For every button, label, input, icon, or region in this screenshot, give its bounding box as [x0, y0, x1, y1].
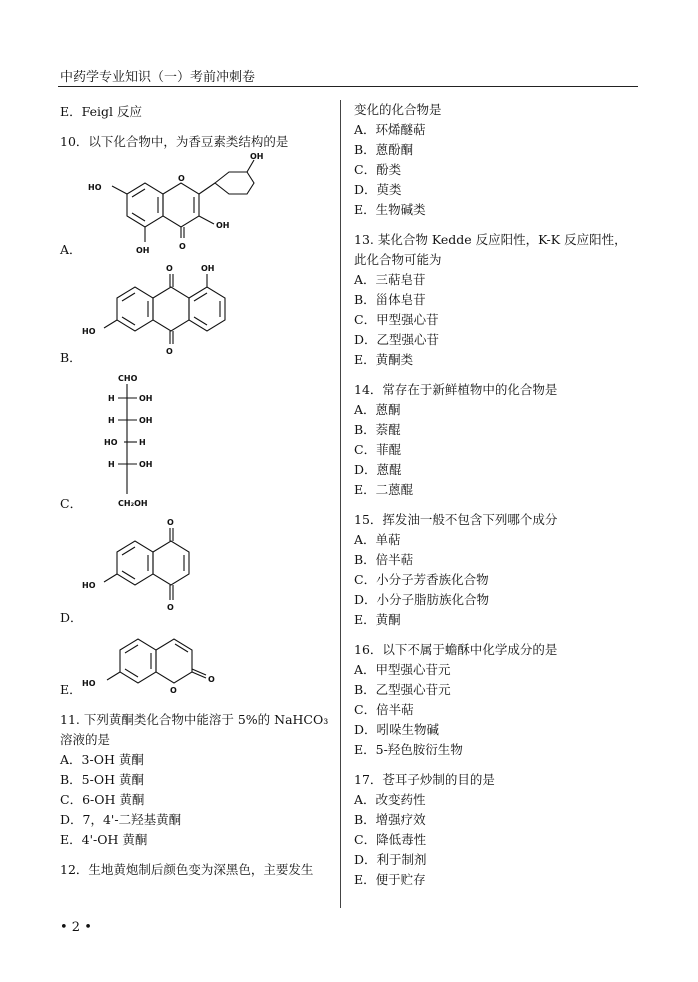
b-o-bottom: O [166, 347, 173, 356]
q10-option-c[interactable] [60, 370, 330, 512]
a-oh-right: OH [216, 221, 230, 230]
q14-option-e[interactable]: E．二蒽醌 [354, 482, 414, 497]
q13-option-a[interactable]: A．三萜皂苷 [354, 272, 426, 287]
b-oh-top: OH [201, 264, 215, 273]
q15-option-c[interactable]: C．小分子芳香族化合物 [354, 572, 489, 587]
q11-option-c[interactable]: C．6-OH 黄酮 [60, 792, 145, 807]
q11-stem-line2: 溶液的是 [60, 732, 111, 747]
prev-option-e: E．Feigl 反应 [60, 104, 142, 119]
b-oh-left: HO [82, 327, 96, 336]
q17-option-c[interactable]: C．降低毒性 [354, 832, 427, 847]
anthraquinone-structure [82, 262, 282, 366]
q16-option-d[interactable]: D．吲哚生物碱 [354, 722, 440, 737]
q14-option-c[interactable]: C．菲醌 [354, 442, 402, 457]
q15-option-b[interactable]: B．倍半萜 [354, 552, 414, 567]
d-oh-left: HO [82, 581, 96, 590]
q14-option-a[interactable]: A．蒽酮 [354, 402, 401, 417]
q14-stem: 14．常存在于新鲜植物中的化合物是 [354, 382, 558, 397]
q14-option-d[interactable]: D．蒽醌 [354, 462, 402, 477]
q15-stem: 15．挥发油一般不包含下列哪个成分 [354, 512, 558, 527]
fischer-projection-structure [82, 370, 282, 512]
e-o-keto: O [208, 675, 215, 684]
c-ch2oh: CH₂OH [118, 499, 148, 508]
page-number: • 2 • [60, 920, 92, 935]
q10-option-c-label: C． [60, 496, 83, 511]
q12-option-c[interactable]: C．酚类 [354, 162, 402, 177]
q16-option-b[interactable]: B．乙型强心苷元 [354, 682, 451, 697]
q12-option-a[interactable]: A．环烯醚萜 [354, 122, 426, 137]
q10-option-d[interactable] [60, 516, 330, 626]
q17-option-b[interactable]: B．增强疗效 [354, 812, 426, 827]
q17-option-d[interactable]: D．利于制剂 [354, 852, 427, 867]
q12-option-d[interactable]: D．萸类 [354, 182, 402, 197]
q10-option-a-label: A． [60, 242, 82, 257]
q17-stem: 17．苍耳子炒制的目的是 [354, 772, 495, 787]
q16-option-a[interactable]: A．甲型强心苷元 [354, 662, 451, 677]
q16-option-e[interactable]: E．5-羟色胺衍生物 [354, 742, 463, 757]
q11-option-a[interactable]: A．3-OH 黄酮 [60, 752, 144, 767]
q10-option-e[interactable] [60, 632, 330, 698]
flavonol-structure [82, 152, 282, 258]
a-o-keto: O [179, 242, 186, 251]
q12-option-e[interactable]: E．生物碱类 [354, 202, 426, 217]
c-cho: CHO [118, 374, 138, 383]
left-column [60, 96, 330, 880]
q14-option-b[interactable]: B．萘醌 [354, 422, 401, 437]
q10-option-e-label: E． [60, 682, 82, 697]
c-ho3: HO [104, 438, 118, 447]
a-oh-top: OH [250, 152, 264, 161]
q17-option-e[interactable]: E．便于贮存 [354, 872, 426, 887]
page-header-title: 中药学专业知识（一）考前冲刺卷 [60, 70, 256, 85]
c-h2: H [108, 416, 115, 425]
q11-option-e[interactable]: E．4'-OH 黄酮 [60, 832, 148, 847]
b-o-top: O [166, 264, 173, 273]
q15-option-a[interactable]: A．单萜 [354, 532, 401, 547]
q13-option-b[interactable]: B．甾体皂苷 [354, 292, 426, 307]
naphthoquinone-structure [82, 516, 282, 626]
c-oh2: OH [139, 416, 153, 425]
q12-stem-line1: 12．生地黄炮制后颜色变为深黑色，主要发生 [60, 862, 314, 877]
q10-option-a[interactable] [60, 152, 330, 258]
q16-option-c[interactable]: C．倍半萜 [354, 702, 414, 717]
q13-option-c[interactable]: C．甲型强心苷 [354, 312, 439, 327]
q15-option-e[interactable]: E．黄酮 [354, 612, 401, 627]
c-h4: H [108, 460, 115, 469]
q16-stem: 16．以下不属于蟾酥中化学成分的是 [354, 642, 558, 657]
c-h1: H [108, 394, 115, 403]
d-o-bottom: O [167, 603, 174, 612]
q10-option-d-label: D． [60, 610, 83, 625]
c-oh1: OH [139, 394, 153, 403]
right-column [354, 96, 644, 890]
d-o-top: O [167, 518, 174, 527]
c-h3: H [139, 438, 146, 447]
q13-stem-line1: 13. 某化合物 Kedde 反应阳性，K-K 反应阳性， [354, 232, 627, 247]
q11-option-d[interactable]: D．7，4'-二羟基黄酮 [60, 812, 182, 827]
e-o-ring: O [170, 686, 177, 695]
c-oh4: OH [139, 460, 153, 469]
q12-option-b[interactable]: B．蒽酚酮 [354, 142, 414, 157]
coumarin-structure [82, 632, 282, 698]
column-divider [340, 100, 341, 908]
q10-stem: 10．以下化合物中，为香豆素类结构的是 [60, 134, 289, 149]
q15-option-d[interactable]: D．小分子脂肪族化合物 [354, 592, 490, 607]
a-o-ring: O [178, 174, 185, 183]
q13-option-d[interactable]: D．乙型强心苷 [354, 332, 440, 347]
header-rule [58, 86, 638, 87]
q17-option-a[interactable]: A．改变药性 [354, 792, 426, 807]
q13-option-e[interactable]: E．黄酮类 [354, 352, 414, 367]
a-oh-left: HO [88, 183, 102, 192]
q11-option-b[interactable]: B．5-OH 黄酮 [60, 772, 144, 787]
q12-stem-line2: 变化的化合物是 [354, 102, 442, 117]
q10-option-b[interactable] [60, 262, 330, 366]
a-oh-bottom: OH [136, 246, 150, 255]
q11-stem-line1: 11. 下列黄酮类化合物中能溶于 5%的 NaHCO₃ [60, 712, 329, 727]
q13-stem-line2: 此化合物可能为 [354, 252, 442, 267]
e-ho: HO [82, 679, 96, 688]
q10-option-b-label: B． [60, 350, 82, 365]
